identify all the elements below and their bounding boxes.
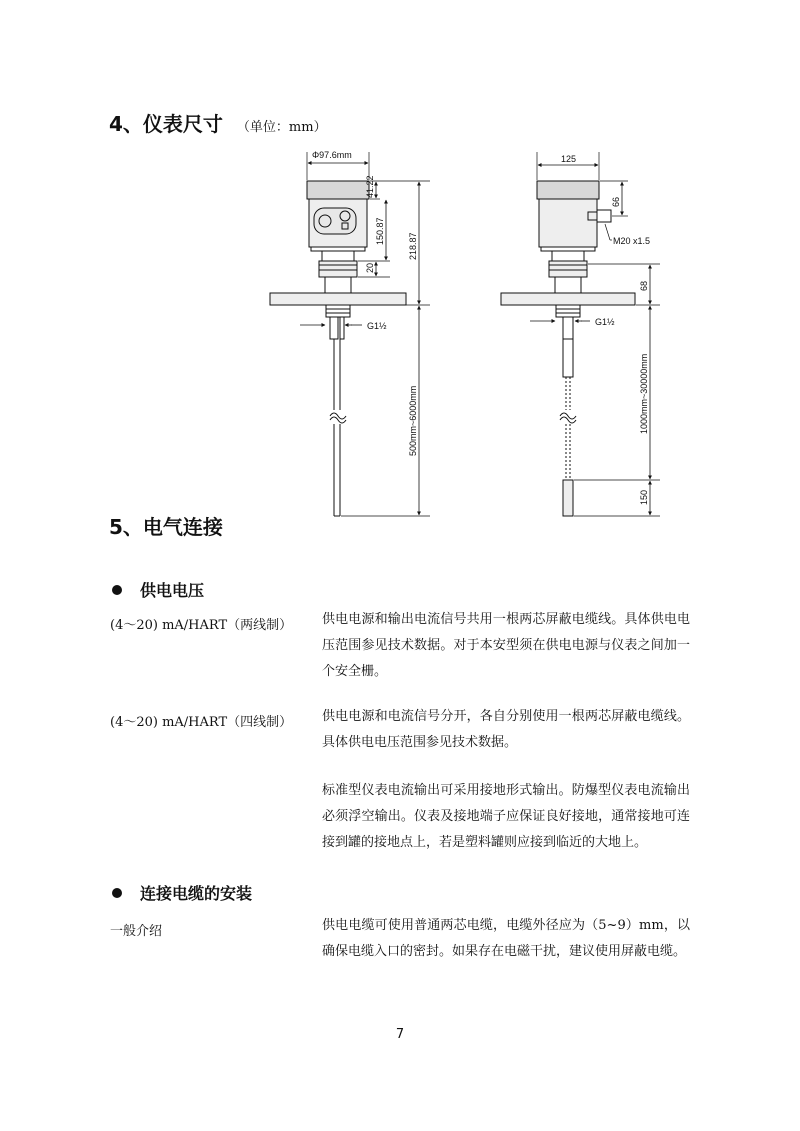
right-dim-flange: 68: [639, 280, 649, 291]
two-wire-label: (4～20) mA/HART（两线制）: [110, 618, 293, 633]
section-5-heading: 5、电气连接: [109, 515, 223, 539]
general-intro-text: 供电电缆可使用普通两芯电缆，电缆外径应为（5~9）mm，以确保电缆入口的密封。如果存在电磁干扰，建议使用屏蔽电缆。: [322, 918, 690, 959]
page-number: 7: [395, 1027, 405, 1042]
dimension-drawings: [0, 0, 800, 530]
right-gland-label: M20 x1.5: [613, 236, 651, 246]
left-dim-top: 41.22: [365, 175, 375, 198]
cable-install-title: 连接电缆的安装: [140, 884, 253, 903]
two-wire-text: 供电电源和输出电流信号共用一根两芯屏蔽电缆线。具体供电电压范围参见技术数据。对于本安型须在供电电源与仪表之间加一个安全栅。: [322, 612, 690, 679]
left-probe-length: 500mm~6000mm: [408, 385, 418, 456]
unit-note: （单位：mm）: [236, 120, 327, 135]
supply-voltage-title: 供电电压: [140, 581, 205, 600]
bullet-icon: [112, 888, 122, 898]
left-housing-cap: [307, 181, 369, 199]
right-housing-body: [539, 199, 597, 247]
left-dim-total: 218.87: [408, 232, 418, 260]
grounding-text: 标准型仪表电流输出可采用接地形式输出。防爆型仪表电流输出必须浮空输出。仪表及接地端子应保证良好接地，通常接地可连接到罐的接地点上，若是塑料罐则应接到临近的大地上。: [322, 783, 690, 850]
four-wire-text: 供电电源和电流信号分开，各自分别使用一根两芯屏蔽电缆线。具体供电电压范围参见技术数据。: [322, 709, 690, 750]
right-housing-cap: [537, 181, 599, 199]
right-dim-top: 66: [611, 196, 621, 207]
general-intro-label: 一般介绍: [110, 924, 163, 939]
section-4-title: 4、仪表尺寸: [109, 112, 223, 136]
four-wire-label: (4～20) mA/HART（四线制）: [110, 715, 293, 730]
left-dim-body: 150.87: [375, 217, 385, 245]
supply-voltage-heading: [112, 578, 204, 601]
right-width-label: 125: [561, 154, 577, 164]
left-thread-label: G1½: [367, 321, 387, 331]
right-dim-weight: 150: [639, 489, 649, 505]
right-thread-label: G1½: [595, 317, 615, 327]
right-probe-length: 1000mm~30000mm: [639, 353, 649, 434]
left-dim-neck: 20: [365, 262, 375, 273]
cable-install-heading: [112, 881, 252, 904]
left-diameter-label: Φ97.6mm: [312, 150, 352, 160]
bullet-icon: [112, 585, 122, 595]
